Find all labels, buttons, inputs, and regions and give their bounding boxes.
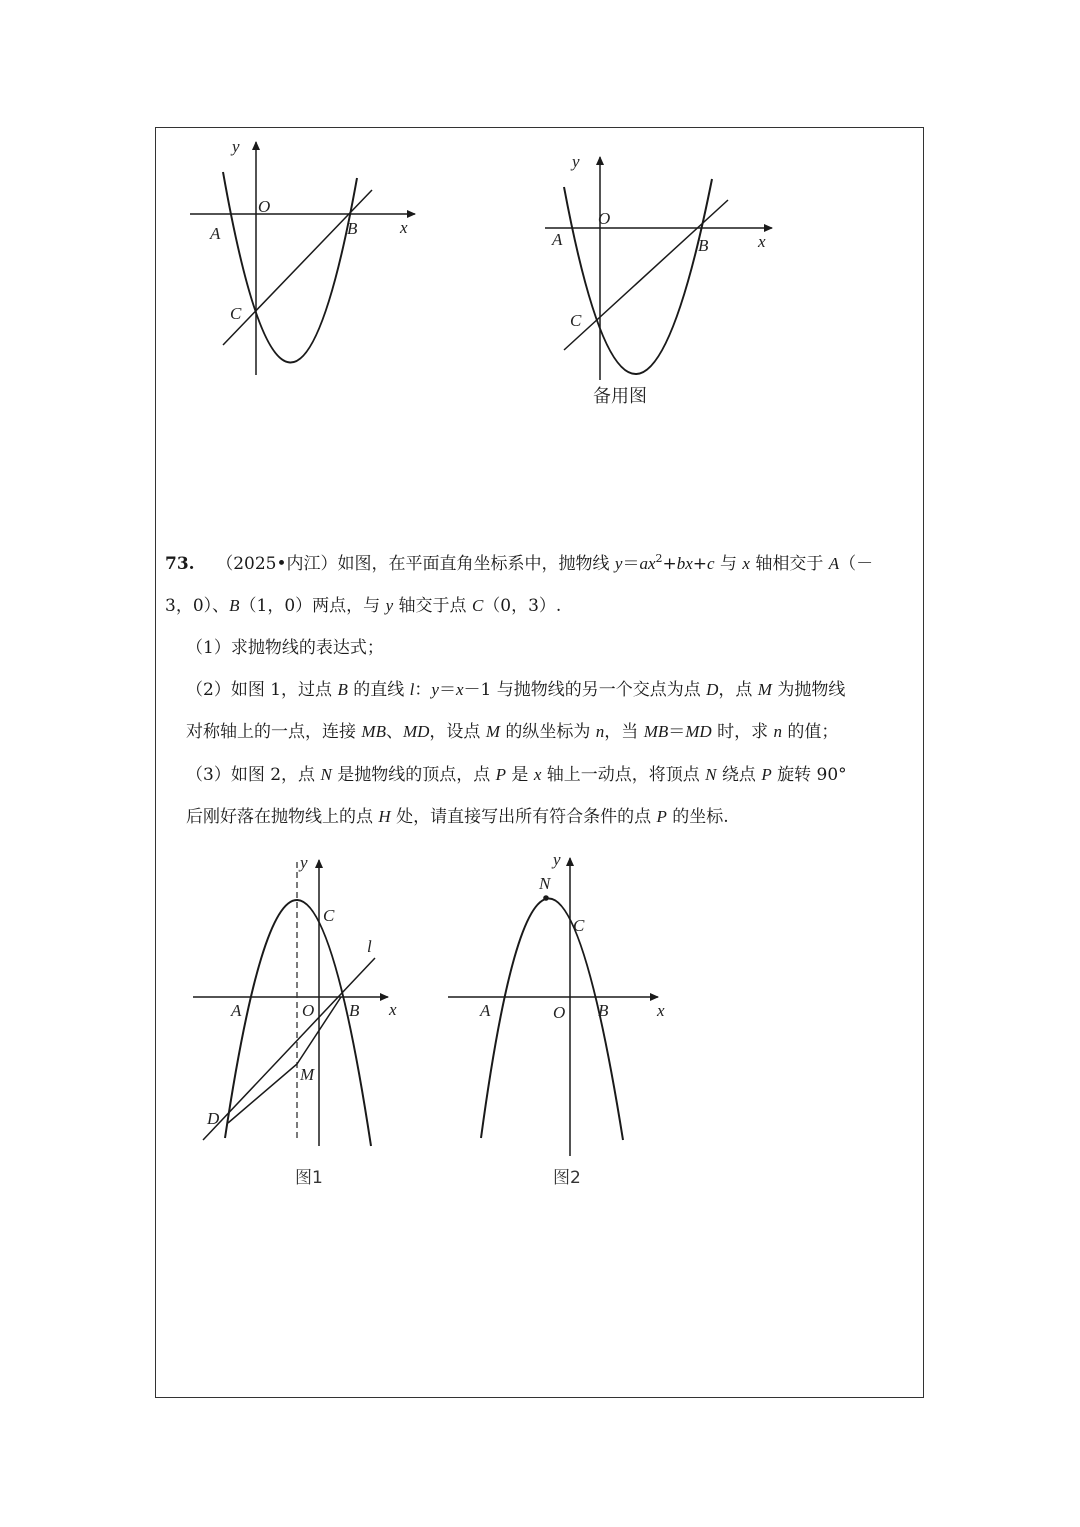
text: 的值； (782, 722, 839, 742)
x-label: x (400, 218, 408, 237)
point-a-label: A (231, 1001, 242, 1020)
text: 旋转 90° (771, 765, 847, 785)
text: ＝ (438, 680, 456, 700)
point-p: P (656, 807, 667, 826)
point-a-label: A (210, 224, 221, 243)
text: 是 (506, 765, 534, 785)
x-label: x (657, 1001, 665, 1020)
point-b: B (229, 596, 240, 615)
point-n: N (320, 765, 332, 784)
text: 轴交于点 (393, 596, 472, 616)
text: （1，0）两点，与 (239, 596, 386, 616)
var-n: n (595, 722, 605, 741)
text: ，点 (718, 680, 758, 700)
segment-md: MD (402, 722, 430, 741)
part-2-line-2 (186, 720, 838, 744)
var-y: y (385, 596, 394, 615)
text: 轴上一动点，将顶点 (541, 765, 706, 785)
x-label: x (389, 1000, 397, 1019)
x-label: x (758, 232, 766, 251)
text: 、 (385, 722, 403, 742)
part-3-line-1 (186, 763, 847, 787)
point-a-label: A (480, 1001, 491, 1020)
var-x: x (742, 554, 750, 573)
point-a-label: A (552, 230, 563, 249)
text: ，当 (604, 722, 644, 742)
text: （1）求抛物线的表达式； (186, 638, 384, 658)
text: （2）如图 1，过点 (186, 680, 338, 700)
line-bc (564, 200, 728, 350)
origin-label: O (553, 1003, 566, 1022)
point-c-label: C (573, 916, 585, 935)
figure-1 (185, 848, 430, 1193)
segment-mb: MB (361, 722, 386, 741)
text: （3）如图 2，点 (186, 765, 321, 785)
var-n: n (773, 722, 783, 741)
text: 绕点 (716, 765, 762, 785)
text: ： (414, 680, 432, 700)
segment-md: MD (685, 722, 712, 741)
var-x: x (533, 765, 542, 784)
point-d-label: D (207, 1109, 220, 1128)
origin-label: O (258, 197, 271, 216)
point-d: D (706, 680, 719, 699)
var-ax: ax (639, 554, 656, 573)
point-c: C (471, 596, 484, 615)
point-c-label: C (323, 906, 335, 925)
question-number: 73. (165, 554, 195, 574)
text: （0，3）. (483, 596, 562, 616)
figure-caption: 备用图 (593, 386, 647, 407)
point-m: M (485, 722, 500, 741)
text: 与 (714, 554, 743, 574)
text: ＝ (622, 554, 640, 574)
text: 的直线 (347, 680, 410, 700)
text: 是抛物线的顶点，点 (331, 765, 496, 785)
y-label: y (300, 853, 308, 872)
text: 后刚好落在抛物线上的点 (186, 807, 379, 827)
point-p: P (761, 765, 772, 784)
point-c-label: C (570, 311, 582, 330)
point-b-label: B (598, 1001, 609, 1020)
text: 时，求 (711, 722, 774, 742)
figure-top-right (540, 145, 800, 410)
text: 为抛物线 (771, 680, 846, 700)
vertex-point (543, 895, 549, 901)
point-m-label: M (300, 1065, 315, 1084)
figure-top-left (150, 130, 450, 390)
y-label: y (572, 152, 580, 171)
text: ＝ (668, 722, 686, 742)
text: （2025•内江）如图，在平面直角坐标系中，抛物线 (216, 554, 615, 574)
segments-md-mb (228, 997, 341, 1123)
point-b: B (337, 680, 348, 699)
line-l-label: l (367, 937, 372, 956)
var-y: y (431, 680, 439, 699)
point-a: A (828, 554, 840, 573)
part-1 (186, 636, 384, 660)
point-n: N (705, 765, 717, 784)
figure-caption: 图1 (295, 1168, 323, 1188)
y-label: y (232, 137, 240, 156)
text: 处，请直接写出所有符合条件的点 (390, 807, 657, 827)
var-x: x (455, 680, 464, 699)
text: （－ (839, 554, 874, 574)
text: + (662, 554, 677, 574)
point-b-label: B (349, 1001, 360, 1020)
parabola (564, 179, 712, 374)
var-bx: bx (676, 554, 693, 573)
part-3-line-2 (186, 805, 729, 829)
point-h: H (378, 807, 391, 826)
figure-caption: 图2 (553, 1168, 581, 1188)
text: 的坐标. (666, 807, 729, 827)
part-2-line-1 (186, 678, 845, 702)
question-line-1 (165, 552, 873, 576)
text: + (692, 554, 708, 574)
parabola (223, 172, 357, 363)
text: 的纵坐标为 (499, 722, 596, 742)
segment-mb: MB (643, 722, 669, 741)
figure-2 (443, 848, 683, 1193)
point-p: P (495, 765, 506, 784)
text: 轴相交于 (749, 554, 829, 574)
origin-label: O (302, 1001, 315, 1020)
parabola (225, 900, 371, 1146)
point-b-label: B (698, 236, 709, 255)
text: 对称轴上的一点，连接 (186, 722, 362, 742)
point-b-label: B (347, 219, 358, 238)
point-m: M (757, 680, 772, 699)
var-c: c (707, 554, 715, 573)
exponent: 2 (655, 552, 663, 565)
line-l: l (409, 680, 415, 699)
point-c-label: C (230, 304, 242, 323)
point-n-label: N (539, 874, 551, 893)
text: ，设点 (429, 722, 486, 742)
origin-label: O (598, 209, 611, 228)
text: －1 与抛物线的另一个交点为点 (463, 680, 707, 700)
y-label: y (553, 850, 561, 869)
line-l (203, 958, 375, 1140)
question-line-2 (165, 594, 561, 618)
var-y: y (614, 554, 623, 573)
text: 3，0）、 (165, 596, 230, 616)
